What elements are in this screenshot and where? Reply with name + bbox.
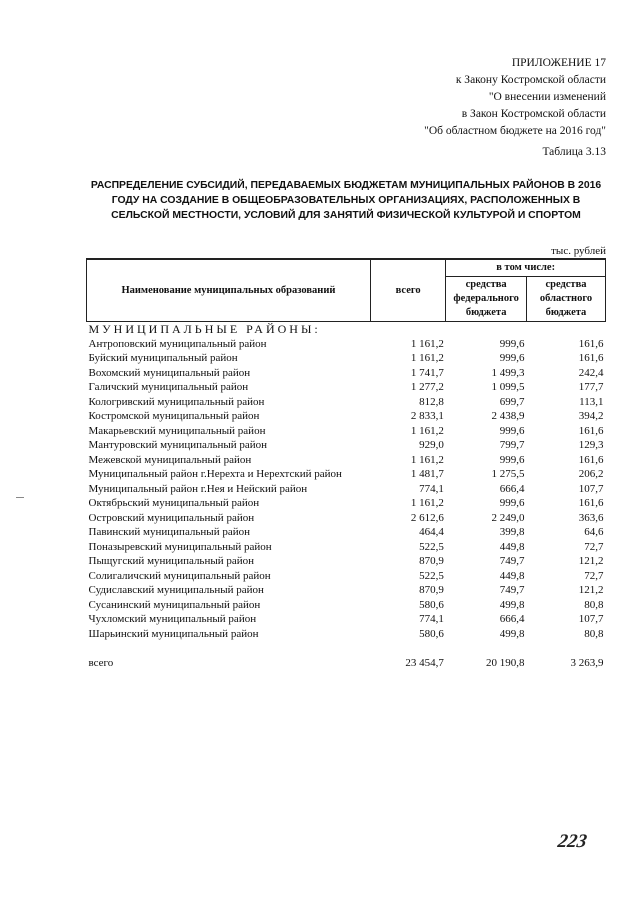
federal-value: 749,7 [499, 584, 525, 596]
regional-value: 161,6 [578, 352, 604, 364]
federal-value: 499,8 [499, 627, 525, 640]
appendix-line-2: к Закону Костромской области [455, 74, 606, 86]
district-name: Кологривский муниципальный район [88, 395, 265, 408]
federal-value: 399,8 [499, 526, 525, 538]
federal-value: 1 499,3 [491, 366, 525, 379]
table-row [87, 598, 606, 613]
units-label: тыс. рублей [551, 245, 606, 257]
page-number: 223 [556, 831, 589, 852]
table-row [87, 525, 606, 540]
total-value: 812,8 [419, 395, 444, 408]
column-header-including: в том числе: [446, 259, 606, 277]
total-value: 522,5 [419, 569, 444, 582]
federal-value: 2 249,0 [491, 511, 525, 524]
total-value: 774,1 [419, 613, 444, 625]
table-row [87, 366, 606, 381]
district-name: Костромской муниципальный район [88, 410, 260, 422]
total-value: 1 161,2 [410, 424, 444, 437]
district-name: Чухломский муниципальный район [88, 613, 257, 625]
total-value: 929,0 [419, 439, 444, 451]
regional-value: 177,7 [578, 381, 604, 393]
district-name: Межевской муниципальный район [88, 453, 252, 466]
federal-value: 999,6 [499, 497, 525, 509]
appendix-line-5: "Об областном бюджете на 2016 год" [424, 125, 606, 137]
spacer-cell [87, 641, 606, 656]
table-row [87, 627, 606, 642]
regional-value: 161,6 [578, 337, 604, 350]
table-row [87, 511, 606, 526]
table-row [87, 380, 606, 395]
federal-value: 499,8 [499, 598, 525, 611]
district-name: Поназыревский муниципальный район [88, 540, 272, 553]
grand-regional-value: 3 263,9 [570, 656, 604, 669]
regional-value: 161,6 [578, 424, 604, 437]
federal-value: 449,8 [499, 540, 525, 553]
district-name: Муниципальный район г.Нея и Нейский район [88, 482, 308, 495]
total-row [87, 656, 606, 671]
district-name: Буйский муниципальный район [88, 352, 238, 364]
appendix-line-4: в Закон Костромской области [461, 108, 606, 120]
document-title: РАСПРЕДЕЛЕНИЕ СУБСИДИЙ, ПЕРЕДАВАЕМЫХ БЮДЖЕТАМ МУНИЦИПАЛЬНЫХ РАЙОНОВ В 2016 ГОДУ НА СОЗДАНИЕ В ОБЩЕОБРАЗОВАТЕЛЬНЫХ ОРГАНИЗАЦИЯХ, РАСПОЛОЖЕННЫХ В СЕЛЬСКОЙ МЕСТНОСТИ, УСЛОВИЙ ДЛЯ ЗАНЯТИЙ ФИЗИЧЕСКОЙ КУЛЬТУРОЙ И СПОРТОМ [90, 180, 602, 221]
federal-value: 999,6 [499, 337, 525, 350]
federal-value: 666,4 [499, 482, 525, 495]
federal-value: 999,6 [499, 352, 525, 364]
column-header-federal: средства федерального бюджета [446, 277, 527, 322]
federal-value: 1 099,5 [491, 381, 525, 393]
total-value: 580,6 [419, 598, 444, 611]
total-value: 1 161,2 [410, 453, 444, 466]
regional-value: 107,7 [578, 482, 604, 495]
district-name: Павинский муниципальный район [88, 526, 250, 538]
total-value: 870,9 [419, 555, 444, 567]
total-value: 1 277,2 [410, 381, 444, 393]
regional-value: 64,6 [584, 526, 604, 538]
table-row [87, 554, 606, 569]
federal-value: 999,6 [499, 424, 525, 437]
table-row [87, 612, 606, 627]
table-row [87, 337, 606, 352]
federal-value: 999,6 [499, 453, 525, 466]
table-row [87, 583, 606, 598]
district-name: Муниципальный район г.Нерехта и Нерехтский район [88, 468, 342, 480]
district-name: Макарьевский муниципальный район [88, 424, 266, 437]
total-value: 870,9 [419, 584, 444, 596]
regional-value: 121,2 [578, 555, 604, 567]
appendix-header [424, 55, 606, 140]
federal-value: 666,4 [499, 613, 525, 625]
table-row [87, 438, 606, 453]
regional-value: 72,7 [584, 569, 604, 582]
district-name: Шарьинский муниципальный район [88, 627, 259, 640]
federal-value: 449,8 [499, 569, 525, 582]
regional-value: 113,1 [579, 395, 604, 408]
section-label: МУНИЦИПАЛЬНЫЕ РАЙОНЫ: [88, 322, 321, 336]
regional-value: 80,8 [584, 598, 604, 611]
margin-mark [16, 497, 24, 498]
district-name: Судиславский муниципальный район [88, 584, 264, 596]
total-value: 1 161,2 [410, 352, 444, 364]
district-name: Вохомский муниципальный район [88, 366, 251, 379]
total-value: 2 833,1 [410, 410, 444, 422]
table-row [87, 569, 606, 584]
table-row [87, 453, 606, 468]
regional-value: 80,8 [584, 627, 604, 640]
district-name: Солигаличский муниципальный район [88, 569, 271, 582]
grand-federal-value: 20 190,8 [485, 656, 525, 669]
federal-value: 1 275,5 [491, 468, 525, 480]
district-name: Сусанинский муниципальный район [88, 598, 261, 611]
total-value: 1 161,2 [410, 497, 444, 509]
district-name: Октябрьский муниципальный район [88, 497, 260, 509]
total-value: 774,1 [419, 482, 444, 495]
regional-value: 206,2 [578, 468, 604, 480]
district-name: Пыщугский муниципальный район [88, 555, 255, 567]
total-value: 522,5 [419, 540, 444, 553]
federal-value: 699,7 [499, 395, 525, 408]
federal-value: 799,7 [499, 439, 525, 451]
regional-value: 363,6 [578, 511, 604, 524]
regional-value: 242,4 [578, 366, 604, 379]
regional-value: 72,7 [584, 540, 604, 553]
column-header-regional: средства областного бюджета [526, 277, 605, 322]
table-row [87, 467, 606, 482]
total-label: всего [88, 656, 114, 669]
table-row [87, 395, 606, 410]
total-value: 464,4 [419, 526, 444, 538]
table-row [87, 540, 606, 555]
regional-value: 161,6 [578, 453, 604, 466]
total-value: 1 741,7 [410, 366, 444, 379]
district-name: Мантуровский муниципальный район [88, 439, 268, 451]
total-value: 1 161,2 [410, 337, 444, 350]
district-name: Антроповский муниципальный район [88, 337, 267, 350]
district-name: Островский муниципальный район [88, 511, 255, 524]
subsidy-table [86, 258, 606, 670]
appendix-line-3: "О внесении изменений [488, 91, 606, 103]
federal-value: 2 438,9 [491, 410, 525, 422]
column-header-total: всего [370, 259, 445, 322]
grand-total-value: 23 454,7 [405, 656, 444, 669]
district-name: Галичский муниципальный район [88, 381, 249, 393]
table-row [87, 496, 606, 511]
spacer-row [87, 641, 606, 656]
appendix-title: ПРИЛОЖЕНИЕ 17 [511, 57, 606, 69]
table-row [87, 482, 606, 497]
regional-value: 129,3 [578, 439, 604, 451]
regional-value: 121,2 [578, 584, 604, 596]
regional-value: 394,2 [578, 410, 604, 422]
regional-value: 107,7 [578, 613, 604, 625]
total-value: 580,6 [419, 627, 444, 640]
federal-value: 749,7 [499, 555, 525, 567]
table-row [87, 351, 606, 366]
table-row [87, 424, 606, 439]
total-value: 1 481,7 [410, 468, 444, 480]
table-row [87, 409, 606, 424]
column-header-name: Наименование муниципальных образований [87, 259, 371, 322]
regional-value: 161,6 [578, 497, 604, 509]
table-number: Таблица 3.13 [542, 146, 606, 158]
total-value: 2 612,6 [410, 511, 444, 524]
